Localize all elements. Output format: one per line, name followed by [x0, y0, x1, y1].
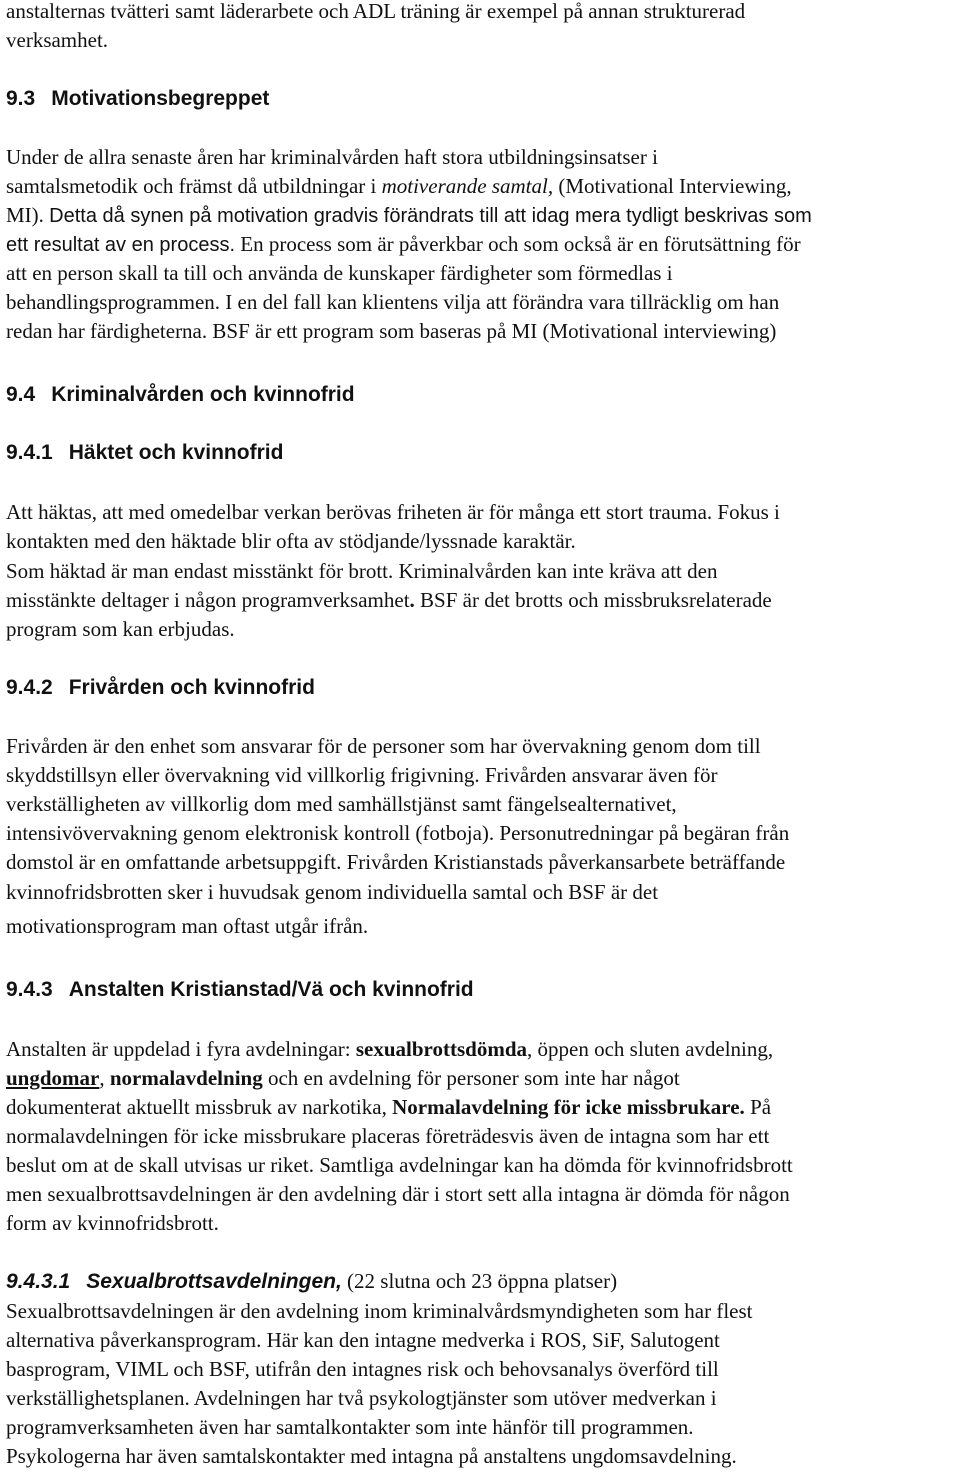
- section-title: Frivården och kvinnofrid: [68, 676, 315, 699]
- text-line: Sexualbrottsavdelningen är den avdelning inom kriminalvårdsmyndigheten som har flest: [6, 1299, 753, 1323]
- text-line: MI). Detta då synen på motivation gradvis förändrats till att idag mera tydligt beskrivas som: [6, 203, 812, 227]
- section-number: 9.4.3: [6, 978, 53, 1001]
- section-number: 9.4.2: [6, 676, 53, 699]
- section-heading: [6, 384, 355, 405]
- subsection-heading: [6, 677, 315, 698]
- text-line: motivationsprogram man oftast utgår ifrån.: [6, 914, 369, 938]
- text-line: kvinnofridsbrotten sker i huvudsak genom individuella samtal och BSF är det: [6, 880, 659, 904]
- text-line: Som häktad är man endast misstänkt för brott. Kriminalvården kan inte kräva att den: [6, 559, 718, 583]
- section-number: 9.4: [6, 383, 36, 406]
- text-line: Anstalten är uppdelad i fyra avdelningar: sexualbrottsdömda, öppen och sluten avdelning,: [6, 1037, 774, 1061]
- section-number: 9.3: [6, 87, 36, 110]
- section-note: (22 slutna och 23 öppna platser): [341, 1269, 618, 1293]
- text-line: misstänkte deltager i någon programverksamhet. BSF är det brotts och missbruksrelaterade: [6, 588, 772, 612]
- text-line: men sexualbrottsavdelningen är den avdelning där i stort sett alla intagna är dömda för någon: [6, 1182, 790, 1206]
- section-title: Sexualbrottsavdelningen,: [86, 1270, 342, 1293]
- text-line: beslut om at de skall utvisas ur riket. Samtliga avdelningar kan ha dömda för kvinnofridsbrott: [6, 1153, 793, 1177]
- subsection-heading: [6, 979, 474, 1000]
- text-line: ett resultat av en process. En process som är påverkbar och som också är en förutsättning för: [6, 232, 801, 256]
- section-title: Kriminalvården och kvinnofrid: [51, 383, 355, 406]
- section-number: 9.4.1: [6, 441, 53, 464]
- section-number: 9.4.3.1: [6, 1270, 71, 1293]
- text-line: normalavdelningen för icke missbrukare placeras företrädesvis även de intagna som har ett: [6, 1124, 770, 1148]
- section-heading: [6, 88, 269, 109]
- text-line: verkställigheten av villkorlig dom med samhällstjänst samt fängelsealternativet,: [6, 792, 677, 816]
- text-line: behandlingsprogrammen. I en del fall kan klientens vilja att förändra vara tillräcklig om han: [6, 290, 780, 314]
- text-line: skyddstillsyn eller övervakning vid villkorlig frigivning. Frivården ansvarar även för: [6, 763, 718, 787]
- text-line: ungdomar, normalavdelning och en avdelning för personer som inte har något: [6, 1066, 680, 1090]
- text-line: kontakten med den häktade blir ofta av stödjande/lyssnade karaktär.: [6, 529, 576, 553]
- text-line: Psykologerna har även samtalskontakter med intagna på anstaltens ungdomsavdelning.: [6, 1444, 737, 1468]
- text-line: dokumenterat aktuellt missbruk av narkotika, Normalavdelning för icke missbrukare. På: [6, 1095, 772, 1119]
- section-title: Anstalten Kristianstad/Vä och kvinnofrid: [68, 978, 474, 1001]
- text-line: program som kan erbjudas.: [6, 617, 235, 641]
- text-line: Under de allra senaste åren har kriminalvården haft stora utbildningsinsatser i: [6, 145, 658, 169]
- text-line: alternativa påverkansprogram. Här kan den intagne medverka i ROS, SiF, Salutogent: [6, 1328, 720, 1352]
- section-title: Häktet och kvinnofrid: [68, 441, 284, 464]
- subsection-heading: [6, 442, 283, 463]
- text-line: verksamhet.: [6, 28, 109, 52]
- text-line: domstol är en omfattande arbetsuppgift. Frivården Kristianstads påverkansarbete beträffande: [6, 850, 786, 874]
- text-line: basprogram, VIML och BSF, utifrån den intagnes risk och behovsanalys överförd till: [6, 1357, 719, 1381]
- text-line: intensivövervakning genom elektronisk kontroll (fotboja). Personutredningar på begäran från: [6, 821, 790, 845]
- text-line: att en person skall ta till och använda de kunskaper färdigheter som förmedlas i: [6, 261, 673, 285]
- text-line: Frivården är den enhet som ansvarar för de personer som har övervakning genom dom till: [6, 734, 761, 758]
- text-line: programverksamheten även har samtalkontakter som inte hänför till programmen.: [6, 1415, 694, 1439]
- subsection-heading: [6, 1271, 617, 1292]
- text-line: anstalternas tvätteri samt läderarbete och ADL träning är exempel på annan strukturerad: [6, 0, 746, 23]
- text-line: Att häktas, att med omedelbar verkan berövas friheten är för många ett stort trauma. Fokus i: [6, 500, 780, 524]
- text-line: form av kvinnofridsbrott.: [6, 1211, 219, 1235]
- text-line: verkställighetsplanen. Avdelningen har två psykologtjänster som utöver medverkan i: [6, 1386, 717, 1410]
- text-line: samtalsmetodik och främst då utbildningar i motiverande samtal, (Motivational Interviewing,: [6, 174, 792, 198]
- text-line: redan har färdigheterna. BSF är ett program som baseras på MI (Motivational interviewing): [6, 319, 777, 343]
- section-title: Motivationsbegreppet: [51, 87, 270, 110]
